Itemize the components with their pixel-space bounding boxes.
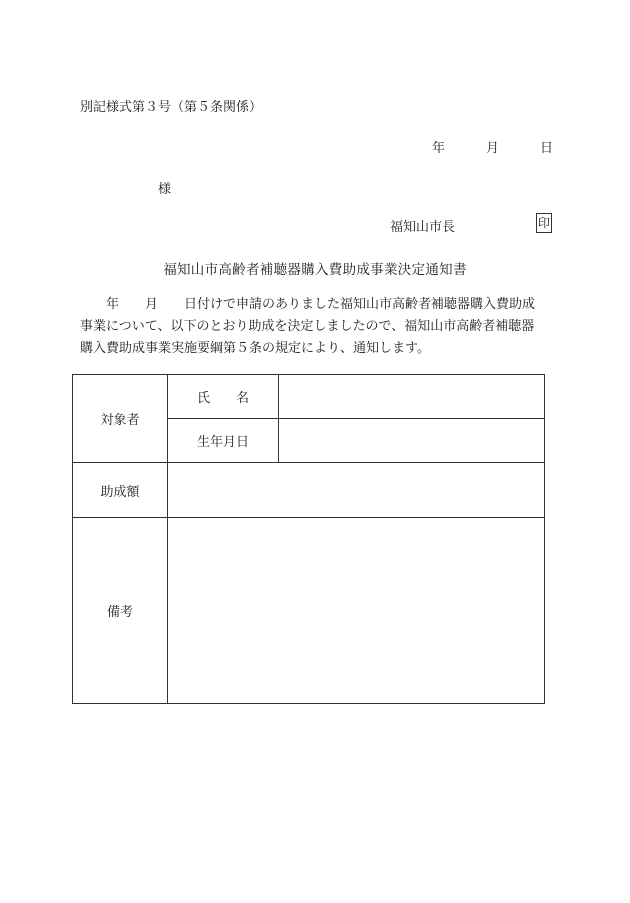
body-year-label: 年 [106, 297, 120, 312]
subject-label: 対象者 [73, 375, 168, 463]
table-row [73, 518, 545, 704]
form-number: 別記様式第３号（第５条関係） [80, 100, 263, 115]
date-year-label: 年 [432, 141, 446, 156]
body-line-1 [80, 294, 555, 316]
remarks-value-field[interactable] [168, 518, 545, 704]
birthdate-value-field[interactable] [279, 419, 545, 463]
birthdate-label: 生年月日 [168, 419, 279, 463]
body-month-label: 月 [145, 297, 159, 312]
date-day-label: 日 [540, 141, 554, 156]
name-value-field[interactable] [279, 375, 545, 419]
body-line-1-text: 日付けで申請のありました福知山市高齢者補聴器購入費助成 [184, 297, 536, 312]
amount-label: 助成額 [73, 463, 168, 518]
name-label: 氏 名 [168, 375, 279, 419]
document-title: 福知山市高齢者補聴器購入費助成事業決定通知書 [163, 262, 467, 278]
seal-mark: 印 [536, 213, 552, 233]
amount-value-field[interactable] [168, 463, 545, 518]
body-line-2: 事業について、以下のとおり助成を決定しましたので、福知山市高齢者補聴器 [80, 319, 535, 334]
body-paragraph [80, 294, 555, 360]
table-row [73, 463, 545, 518]
table-row [73, 375, 545, 419]
decision-table [72, 374, 545, 704]
addressee-honorific: 様 [158, 182, 172, 197]
date-month-label: 月 [486, 141, 500, 156]
issuer-name: 福知山市長 [390, 220, 456, 235]
body-line-3: 購入費助成事業実施要綱第５条の規定により、通知します。 [80, 341, 430, 356]
remarks-label: 備考 [73, 518, 168, 704]
